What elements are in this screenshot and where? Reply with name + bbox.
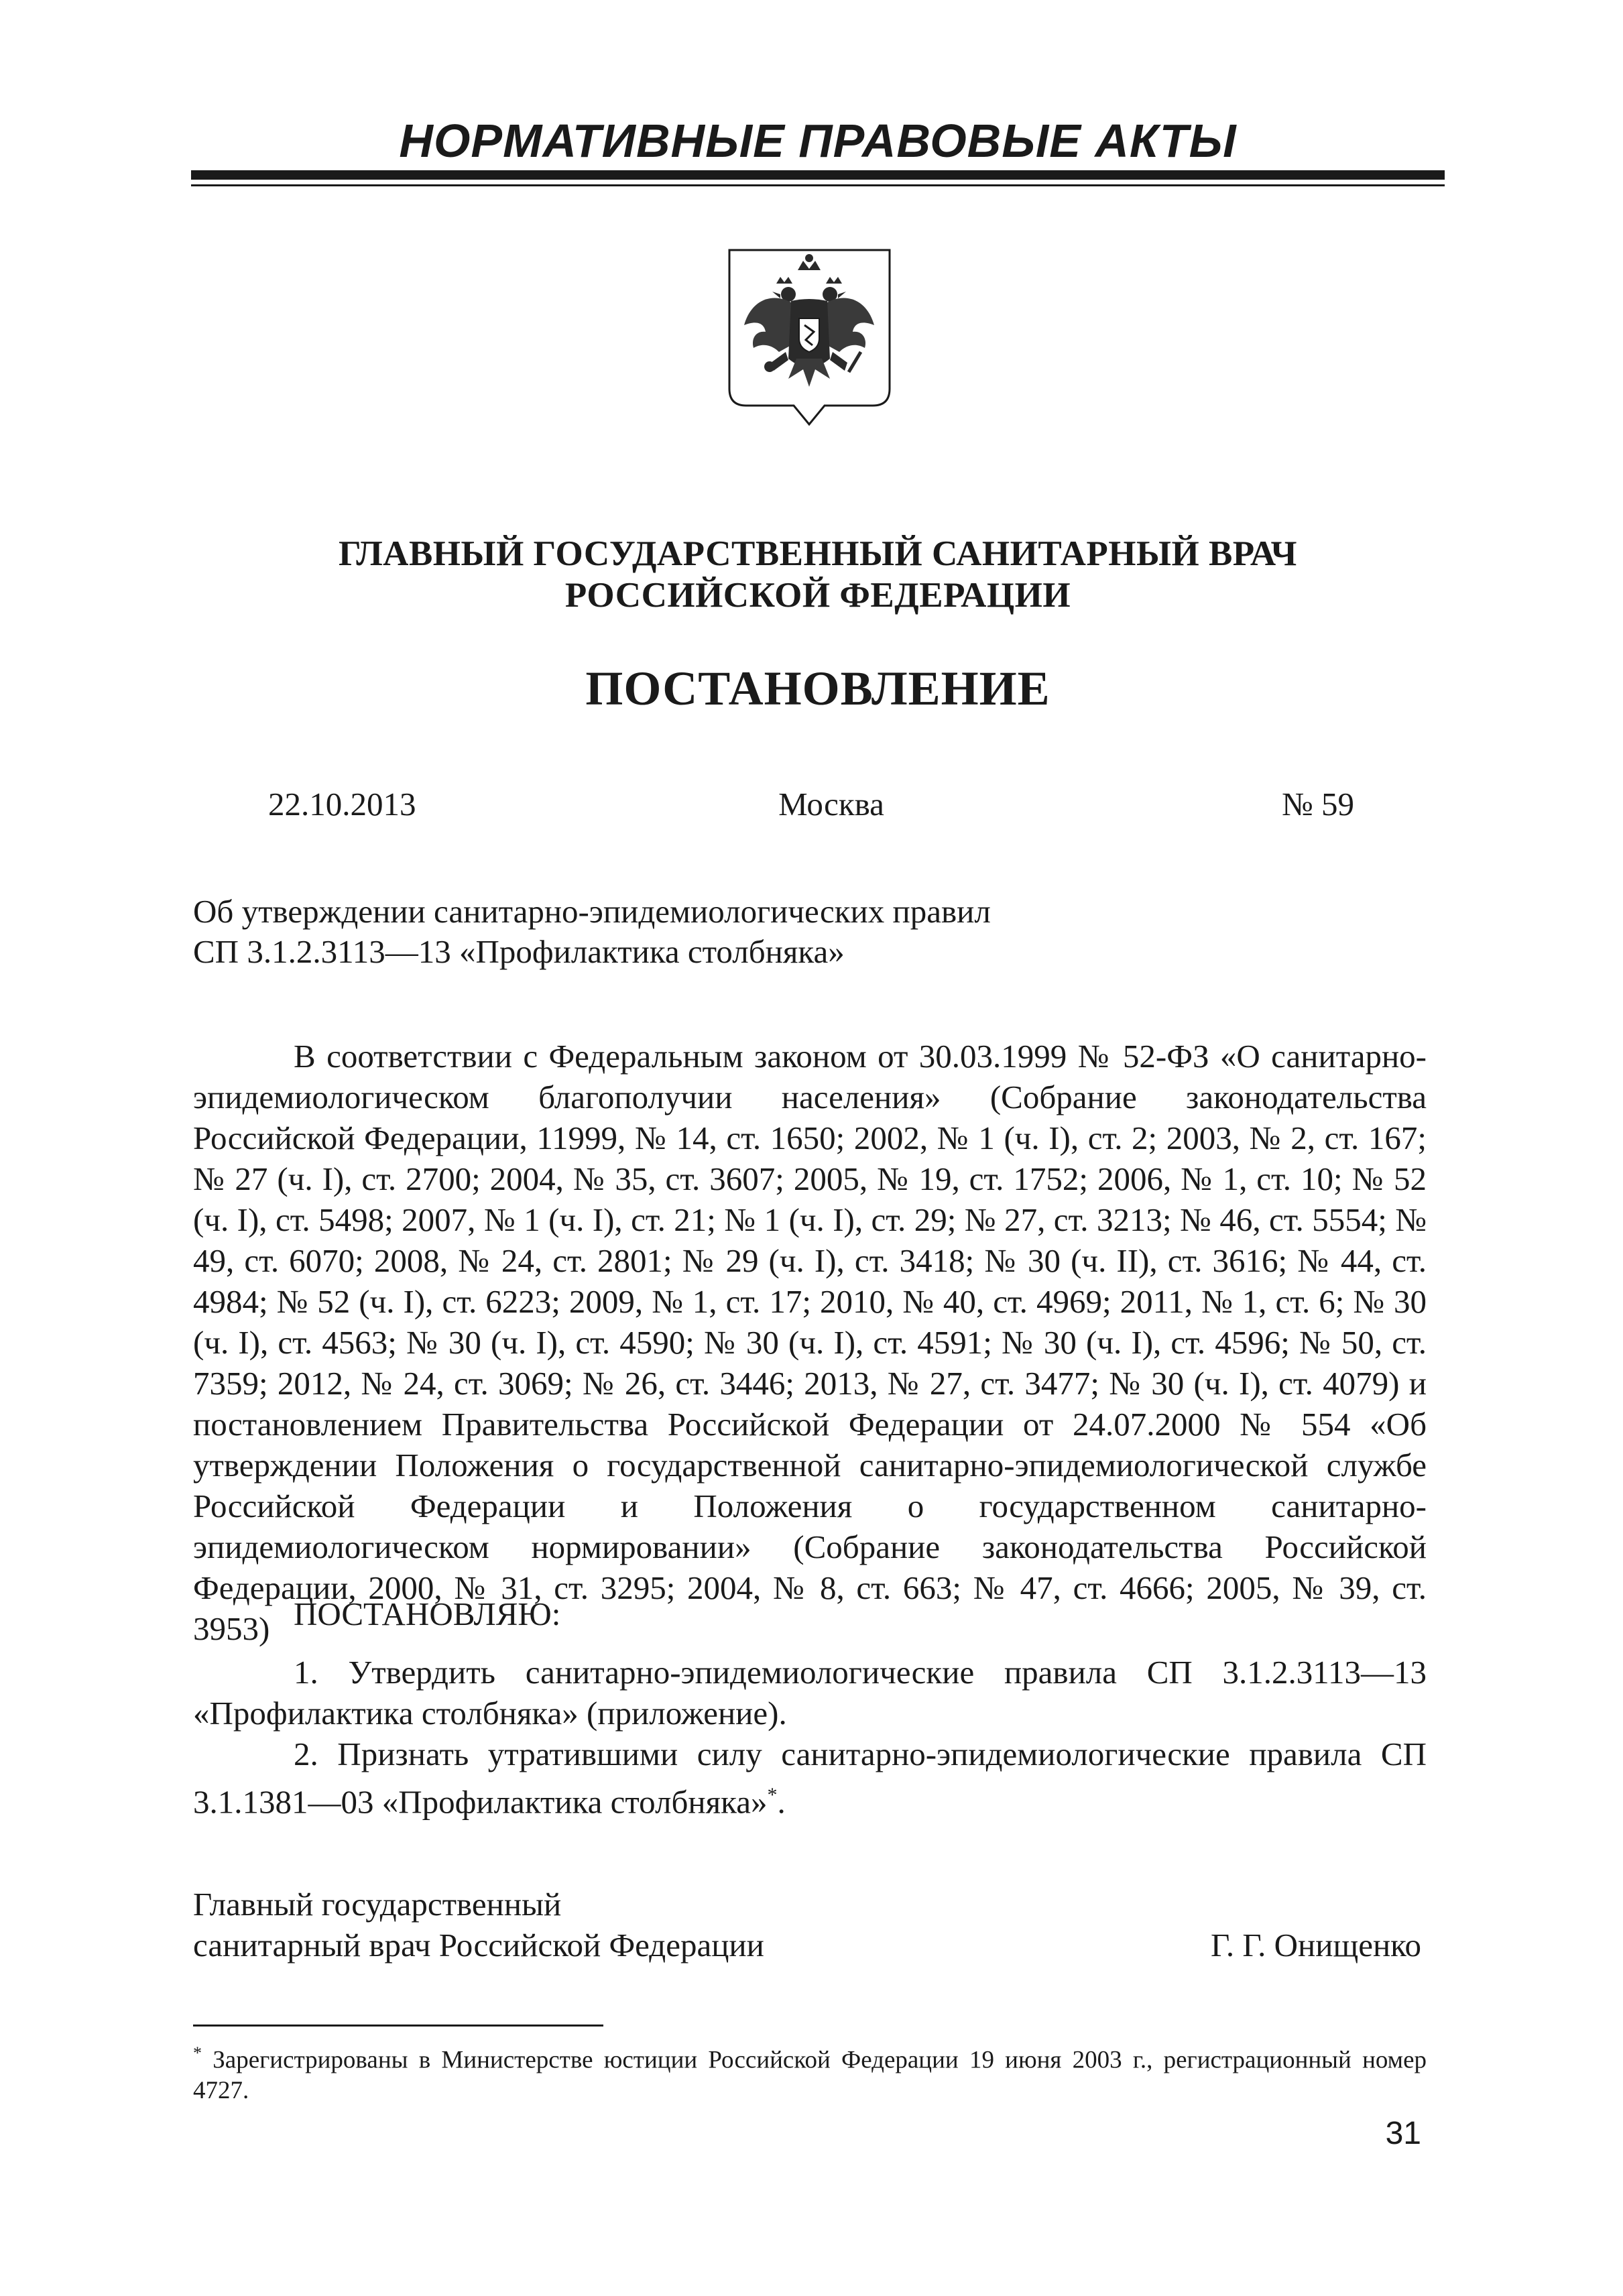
footnote xyxy=(193,2038,1427,2106)
document-number: № 59 xyxy=(1281,786,1354,823)
section-header: НОРМАТИВНЫЕ ПРАВОВЫЕ АКТЫ xyxy=(399,115,1237,167)
subject-line-2: СП 3.1.2.3113—13 «Профилактика столбняка» xyxy=(193,933,845,970)
issuing-authority xyxy=(191,533,1445,616)
page-number: 31 xyxy=(1385,2116,1421,2151)
document-type: ПОСТАНОВЛЕНИЕ xyxy=(585,662,1050,715)
authority-line-2: РОССИЙСКОЙ ФЕДЕРАЦИИ xyxy=(564,576,1071,615)
decree-word: ПОСТАНОВЛЯЮ: xyxy=(294,1595,561,1632)
coat-of-arms-icon xyxy=(724,245,895,429)
signatory-title-line-1: Главный государственный xyxy=(193,1886,562,1923)
header-rule-thick xyxy=(191,170,1445,180)
header-rule-thin xyxy=(191,184,1445,186)
decree-item-2: 2. Признать утратившими силу санитарно-эпидемиологические правила СП 3.1.1381—03 «Профилактика столбняка»*. xyxy=(193,1736,1427,1821)
signatory-title-line-2: санитарный врач Российской Федерации xyxy=(193,1927,764,1963)
preamble-paragraph: В соответствии с Федеральным законом от 30.03.1999 № 52-ФЗ «О санитарно-эпидемиологическом благополучии населения» (Собрание законодательства Российской Федерации, 11999, № 14, ст. 1650; 2002, № 1 (ч. I), ст. 2; 2003, № 2, ст. 167; № 27 (ч. I), ст. 2700; 2004, № 35, ст. 3607; 2005, № 19, ст. 1752; 2006, № 1, ст. 10; № 52 (ч. I), ст. 5498; 2007, № 1 (ч. I), ст. 21; № 1 (ч. I), ст. 29; № 27, ст. 3213; № 46, ст. 5554; № 49, ст. 6070; 2008, № 24, ст. 2801; № 29 (ч. I), ст. 3418; № 30 (ч. II), ст. 3616; № 44, ст. 4984; № 52 (ч. I), ст. 6223; 2009, № 1, ст. 17; 2010, № 40, ст. 4969; 2011, № 1, ст. 6; № 30 (ч. I), ст. 4563; № 30 (ч. I), ст. 4590; № 30 (ч. I), ст. 4591; № 30 (ч. I), ст. 4596; № 50, ст. 7359; 2012, № 24, ст. 3069; № 26, ст. 3446; 2013, № 27, ст. 3477; № 30 (ч. I), ст. 4079) и постановлением Правительства Российской Федерации от 24.07.2000 № 554 «Об утверждении Положения о государственной санитарно-эпидемиологической службе Российской Федерации и Положения о государственном санитарно-эпидемиологическом нормировании» (Собрание законодательства Российской Федерации, 2000, № 31, ст. 3295; 2004, № 8, ст. 663; № 47, ст. 4666; 2005, № 39, ст. 3953) xyxy=(193,1038,1427,1647)
document-date: 22.10.2013 xyxy=(268,786,416,823)
subject-line-1: Об утверждении санитарно-эпидемиологических правил xyxy=(193,893,991,930)
signatory-title xyxy=(193,1884,764,1966)
document-city: Москва xyxy=(778,786,884,823)
document-subject xyxy=(193,892,1132,972)
decree-item-2-text: 2. Признать утратившими силу санитарно-эпидемиологические правила СП 3.1.1381—03 «Профилактика столбняка» xyxy=(193,1736,1427,1821)
footnote-divider xyxy=(193,2025,603,2027)
footnote-text: Зарегистрированы в Министерстве юстиции Российской Федерации 19 июня 2003 г., регистрационный номер 4727. xyxy=(193,2046,1427,2105)
signatory-name: Г. Г. Онищенко xyxy=(1211,1927,1421,1963)
decree-item-1: 1. Утвердить санитарно-эпидемиологические правила СП 3.1.2.3113—13 «Профилактика столбняка» (приложение). xyxy=(193,1654,1427,1732)
footnote-reference: * xyxy=(767,1784,778,1806)
authority-line-1: ГЛАВНЫЙ ГОСУДАРСТВЕННЫЙ САНИТАРНЫЙ ВРАЧ xyxy=(338,534,1298,573)
footnote-mark: * xyxy=(193,2043,202,2063)
